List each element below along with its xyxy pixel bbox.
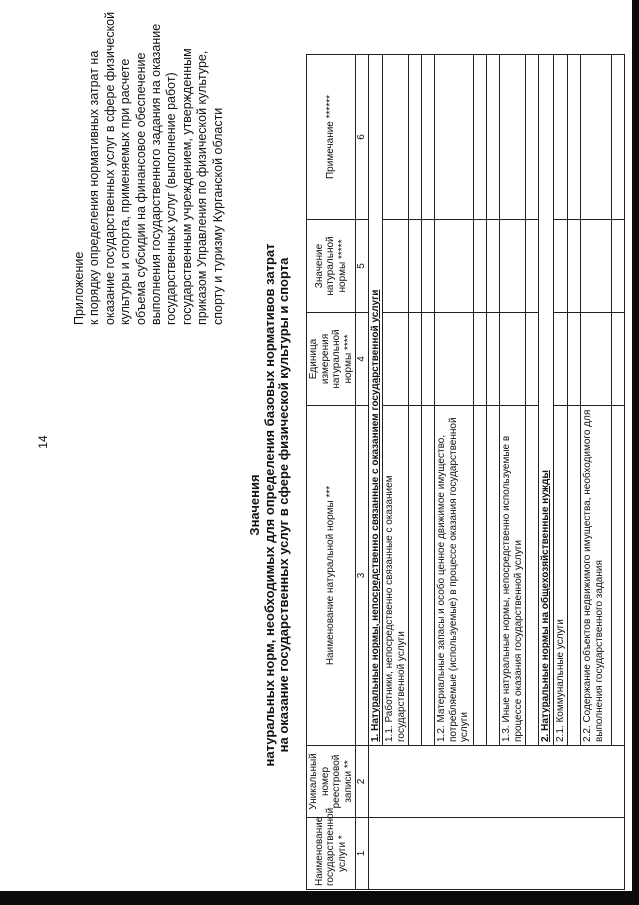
table-cell	[581, 313, 612, 406]
rotated-page	[0, 11, 620, 905]
table-cell	[568, 313, 581, 406]
appendix-line: государственным учреждением, утвержденным	[179, 48, 194, 325]
table-cell	[383, 313, 409, 406]
table-cell	[526, 406, 539, 746]
column-number: 1	[356, 818, 369, 890]
header-cell: Уникальный номер реестровой записи **	[307, 746, 356, 818]
header-cell: Значение натуральной нормы *****	[307, 220, 356, 313]
norm-name-cell: 1.1. Работники, непосредственно связанные с оказанием государственной услуги	[383, 406, 409, 746]
table-cell	[409, 55, 422, 220]
table-cell	[487, 406, 500, 746]
header-cell: Наименование государственной услуги *	[307, 818, 356, 890]
table-cell	[612, 313, 625, 406]
table-cell	[553, 55, 568, 220]
norm-name-cell: 1.2. Материальные запасы и особо ценное движимое имущество, потребляемые (используемые) в процессе оказания государственной услуги	[435, 406, 474, 746]
appendix-line: культуры и спорта, применяемых при расчете	[118, 58, 133, 325]
norm-name-cell: 2.2. Содержание объектов недвижимого имущества, необходимого для выполнения государственного задания	[581, 406, 612, 746]
table-cell	[500, 313, 526, 406]
table-cell	[409, 313, 422, 406]
appendix-line: оказание государственных услуг в сфере физической	[102, 11, 117, 325]
registry-number-cell	[368, 746, 625, 818]
table-cell	[435, 220, 474, 313]
table-cell	[526, 313, 539, 406]
appendix-line: приказом Управления по физической культуре,	[195, 50, 210, 325]
table-cell	[487, 313, 500, 406]
service-name-cell	[368, 818, 625, 890]
table-row	[368, 55, 383, 890]
column-number: 3	[356, 406, 369, 746]
table-cell	[409, 406, 422, 746]
column-number: 6	[356, 55, 369, 220]
table-cell	[487, 55, 500, 220]
title-line: на оказание государственных услуг в сфере физической культуры и спорта	[276, 257, 291, 753]
section-heading: 2. Натуральные нормы на общехозяйственные нужды	[539, 55, 554, 746]
table-cell	[435, 313, 474, 406]
table-cell	[612, 406, 625, 746]
norm-name-cell: 1.3. Иные натуральные нормы, непосредственно используемые в процессе оказания государственной услуги	[500, 406, 526, 746]
document-title	[248, 165, 292, 845]
title-line: натуральных норм, необходимых для определения базовых нормативов затрат	[261, 243, 277, 767]
table-cell	[500, 220, 526, 313]
column-number-row	[356, 55, 369, 890]
appendix-line: государственных услуг (выполнение работ)	[164, 72, 179, 325]
table-cell	[474, 406, 487, 746]
table-cell	[612, 220, 625, 313]
table-cell	[526, 55, 539, 220]
appendix-line: выполнения государственного задания на оказание	[149, 23, 164, 325]
table-cell	[383, 55, 409, 220]
table-header-row	[307, 55, 356, 890]
norm-name-cell: 2.1. Коммунальные услуги	[553, 406, 568, 746]
table-cell	[474, 313, 487, 406]
appendix-line: Приложение	[72, 251, 86, 325]
appendix-line: спорту и туризму Курганской области	[210, 107, 225, 325]
header-cell: Наименование натуральной нормы ***	[307, 406, 356, 746]
table-cell	[568, 220, 581, 313]
table-cell	[581, 220, 612, 313]
table-cell	[474, 55, 487, 220]
appendix-line: к порядку определения нормативных затрат на	[87, 50, 102, 325]
table-cell	[612, 55, 625, 220]
page-number: 14	[36, 435, 50, 449]
column-number: 4	[356, 313, 369, 406]
table-cell	[422, 55, 435, 220]
table-cell	[526, 220, 539, 313]
table-cell	[581, 55, 612, 220]
column-number: 5	[356, 220, 369, 313]
table-cell	[422, 313, 435, 406]
header-cell: Примечание ******	[307, 55, 356, 220]
table-cell	[422, 406, 435, 746]
norms-table	[306, 54, 625, 890]
table-cell	[500, 55, 526, 220]
scan-edge-right	[632, 0, 639, 905]
table-cell	[553, 220, 568, 313]
table-cell	[487, 220, 500, 313]
column-number: 2	[356, 746, 369, 818]
table-cell	[409, 220, 422, 313]
table-cell	[435, 55, 474, 220]
title-line: Значения	[247, 474, 262, 536]
appendix-header	[72, 11, 226, 325]
table-cell	[553, 313, 568, 406]
table-cell	[568, 406, 581, 746]
appendix-line: объема субсидии на финансовое обеспечение	[133, 52, 148, 325]
header-cell: Единица измерения натуральной нормы ****	[307, 313, 356, 406]
table-cell	[568, 55, 581, 220]
table-cell	[474, 220, 487, 313]
section-heading: 1. Натуральные нормы, непосредственно связанные с оказанием государственной услуги	[368, 55, 383, 746]
table-cell	[383, 220, 409, 313]
table-cell	[422, 220, 435, 313]
